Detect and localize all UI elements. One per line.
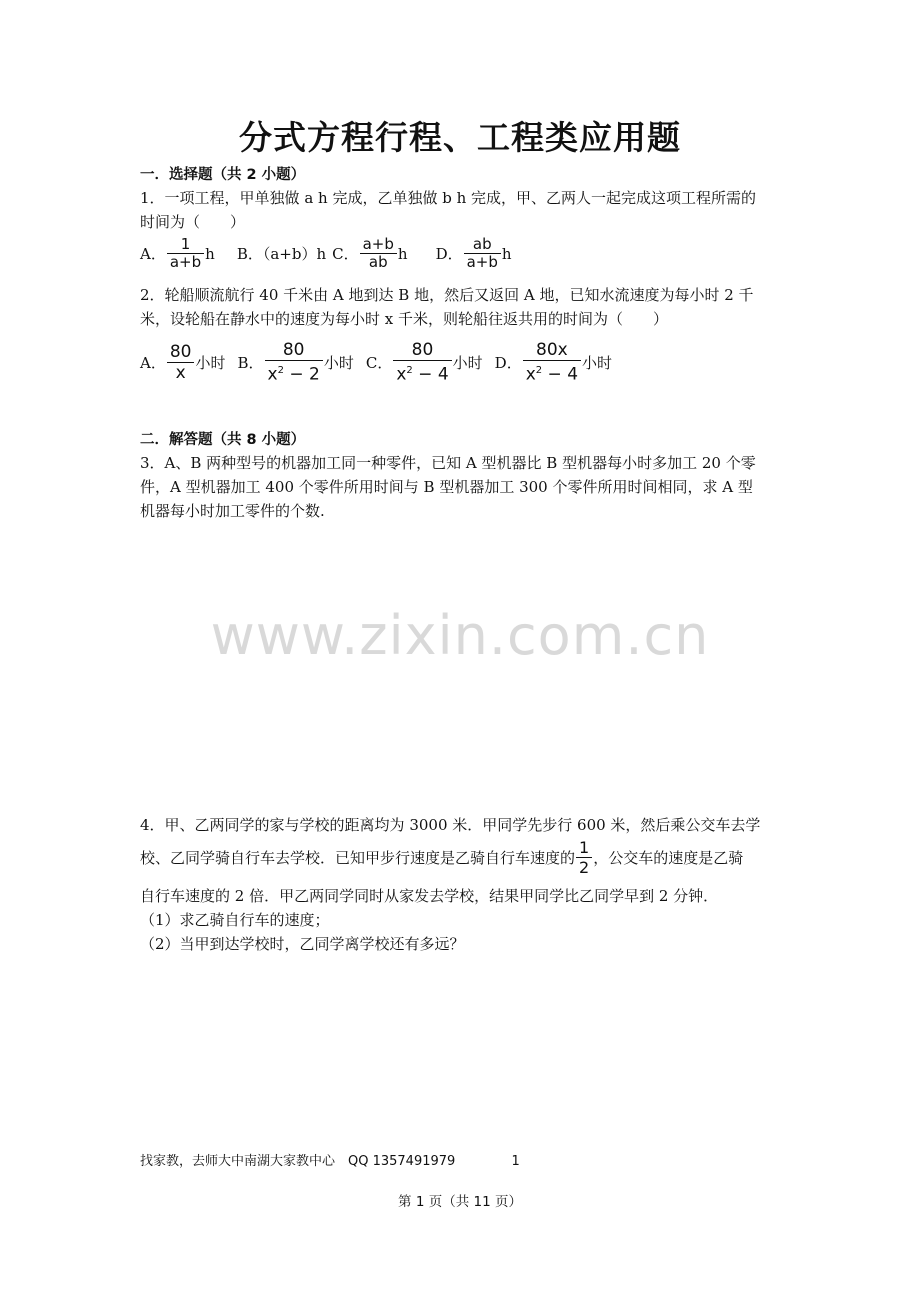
q4-sub-1: （1）求乙骑自行车的速度； bbox=[140, 911, 330, 929]
q2-option-a-label: A． bbox=[140, 353, 166, 372]
q1-option-d-denominator: a+b bbox=[466, 253, 498, 271]
q4-half-numerator: 1 bbox=[579, 838, 590, 857]
section-heading-answer: 二．解答题（共 8 小题） bbox=[140, 432, 306, 448]
q2-option-d-denominator: $x^2 - 4$ bbox=[525, 364, 579, 385]
q1-line-1: 1．一项工程，甲单独做 a h 完成，乙单独做 b h 完成，甲、乙两人一起完成这项工程所需的 bbox=[140, 189, 757, 207]
q1-option-d-label: D． bbox=[435, 245, 463, 263]
q1-options bbox=[140, 236, 512, 271]
q2-option-a-numerator: 80 bbox=[169, 341, 192, 362]
q2-option-c-unit: 小时 bbox=[452, 353, 483, 372]
q1-option-a-denominator: a+b bbox=[169, 253, 202, 271]
q4-line-3: 自行车速度的 2 倍．甲乙两同学同时从家发去学校，结果甲同学比乙同学早到 2 分钟． bbox=[140, 887, 719, 905]
document-title: 分式方程行程、工程类应用题 bbox=[239, 118, 681, 157]
q1-option-d-numerator: ab bbox=[472, 235, 492, 253]
q1-option-a-label: A． bbox=[140, 245, 166, 263]
q1-option-a-fraction bbox=[167, 236, 204, 271]
q2-option-c-label: C． bbox=[365, 353, 393, 372]
q4-line-1: 4．甲、乙两同学的家与学校的距离均为 3000 米．甲同学先步行 600 米，然后乘公交车去学 bbox=[140, 816, 761, 834]
q1-option-b: B．（a+b）h bbox=[236, 245, 327, 263]
q4-line-2 bbox=[140, 838, 743, 877]
q1-option-c-denominator: ab bbox=[368, 253, 388, 271]
q2-option-b-denominator: $x^2 - 2$ bbox=[267, 364, 320, 385]
q2-option-b-fraction bbox=[265, 340, 323, 385]
q2-option-b-label: B． bbox=[237, 353, 264, 372]
q2-line-1: 2．轮船顺流航行 40 千米由 A 地到达 B 地，然后又返回 A 地，已知水流速度为每小时 2 千 bbox=[140, 286, 754, 304]
q1-option-c-suffix: h bbox=[397, 244, 408, 263]
q1-option-c-numerator: a+b bbox=[362, 235, 394, 253]
q1-line-2: 时间为（ ） bbox=[140, 213, 246, 231]
footer-ad bbox=[140, 1150, 520, 1169]
q3-line-3: 机器每小时加工零件的个数. bbox=[140, 502, 325, 520]
q2-option-d-numerator: 80x bbox=[536, 340, 568, 360]
footer-text: 找家教，去师大中南湖大家教中心 QQ 1357491979 bbox=[140, 1154, 456, 1169]
q3-line-1: 3．A、B 两种型号的机器加工同一种零件，已知 A 型机器比 B 型机器每小时多加工 20 个零 bbox=[140, 454, 756, 472]
footer-number: 1 bbox=[511, 1154, 520, 1169]
q4-half-fraction bbox=[576, 838, 592, 877]
q4-line-2-post: ，公交车的速度是乙骑 bbox=[593, 849, 744, 867]
q1-option-a-numerator: 1 bbox=[180, 235, 191, 253]
q1-option-a-suffix: h bbox=[205, 244, 215, 263]
q1-option-c-fraction bbox=[360, 236, 397, 271]
q4-half-denominator: 2 bbox=[579, 858, 590, 877]
q2-option-c-numerator: 80 bbox=[411, 340, 434, 360]
q1-option-d-suffix: h bbox=[501, 244, 512, 263]
q4-sub-2: （2）当甲到达学校时，乙同学离学校还有多远？ bbox=[140, 935, 465, 953]
q2-option-a-unit: 小时 bbox=[195, 353, 226, 372]
q4-line-2-pre: 校、乙同学骑自行车去学校．已知甲步行速度是乙骑自行车速度的 bbox=[140, 849, 576, 867]
section-heading-choice: 一．选择题（共 2 小题） bbox=[140, 167, 306, 183]
q3-line-2: 件，A 型机器加工 400 个零件所用时间与 B 型机器加工 300 个零件所用时间相同，求 A 型 bbox=[140, 478, 753, 496]
q2-option-c-fraction bbox=[393, 340, 451, 385]
q2-option-d-fraction bbox=[523, 340, 581, 385]
q1-option-c-label: C． bbox=[332, 245, 359, 263]
q2-option-a-denominator: x bbox=[175, 362, 186, 383]
q2-option-c-denominator: $x^2 - 4$ bbox=[396, 364, 449, 385]
q2-option-d-unit: 小时 bbox=[582, 353, 613, 372]
q1-option-d-fraction bbox=[464, 236, 501, 271]
watermark: www.zixin.com.cn bbox=[210, 604, 710, 667]
q2-option-d-label: D． bbox=[494, 353, 522, 372]
q2-options bbox=[140, 340, 612, 385]
q2-line-2: 米，设轮船在静水中的速度为每小时 x 千米，则轮船往返共用的时间为（ ） bbox=[140, 310, 668, 328]
page-number: 第 1 页（共 11 页） bbox=[398, 1194, 522, 1210]
q2-option-b-numerator: 80 bbox=[282, 340, 305, 360]
q2-option-b-unit: 小时 bbox=[323, 353, 354, 372]
q2-option-a-fraction bbox=[167, 342, 195, 383]
